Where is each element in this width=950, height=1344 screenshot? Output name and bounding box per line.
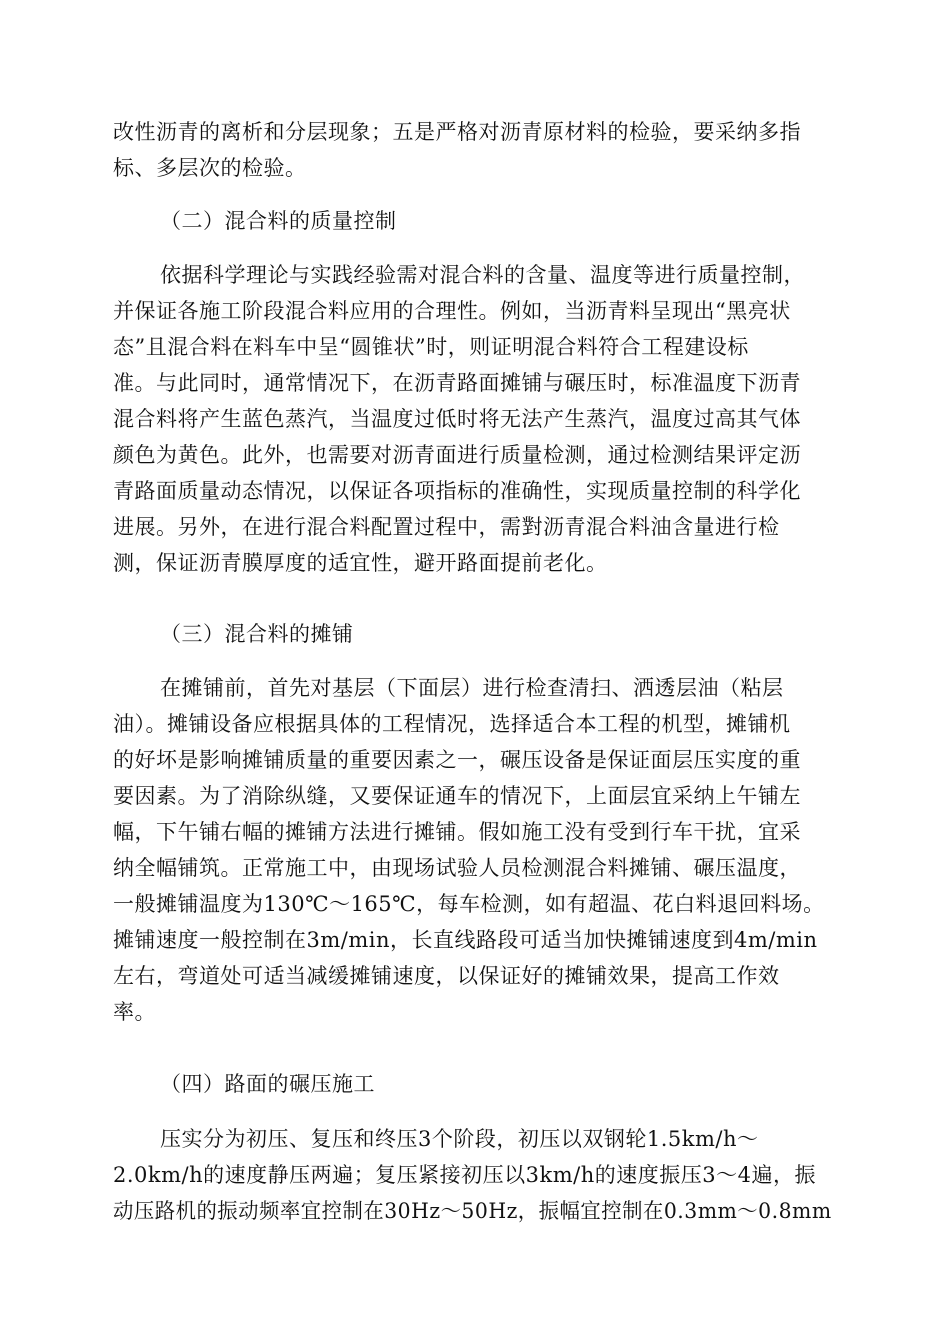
paragraph-line: 幅，下午铺右幅的摊铺方法进行摊铺。假如施工没有受到行车干扰，宜采: [113, 820, 801, 844]
section-heading: （三）混合料的摊铺: [160, 622, 354, 646]
paragraph-line: 青路面质量动态情况，以保证各项指标的准确性，实现质量控制的科学化: [113, 479, 801, 503]
paragraph-line: 摊铺速度一般控制在3m/min，长直线路段可适当加快摊铺速度到4m/min: [113, 928, 818, 952]
paragraph-line: 纳全幅铺筑。正常施工中，由现场试验人员检测混合料摊铺、碾压温度，: [113, 856, 801, 880]
paragraph-line: 态”且混合料在料车中呈“圆锥状”时，则证明混合料符合工程建设标: [113, 335, 749, 359]
paragraph-line: 进展。另外，在进行混合料配置过程中，需對沥青混合料油含量进行检: [113, 515, 780, 539]
paragraph-line: 左右，弯道处可适当减缓摊铺速度，以保证好的摊铺效果，提高工作效: [113, 964, 780, 988]
paragraph-line: 颜色为黄色。此外，也需要对沥青面进行质量检测，通过检测结果评定沥: [113, 443, 801, 467]
paragraph-line: 测，保证沥青膜厚度的适宜性，避开路面提前老化。: [113, 551, 608, 575]
section-heading: （四）路面的碾压施工: [160, 1072, 375, 1096]
section-heading: （二）混合料的质量控制: [160, 209, 397, 233]
paragraph-line: 准。与此同时，通常情况下，在沥青路面摊铺与碾压时，标准温度下沥青: [113, 371, 801, 395]
paragraph-line: 标、多层次的检验。: [113, 156, 307, 180]
paragraph-line: 改性沥青的离析和分层现象；五是严格对沥青原材料的检验，要采纳多指: [113, 120, 801, 144]
paragraph-line: 依据科学理论与实践经验需对混合料的含量、温度等进行质量控制，: [160, 263, 805, 287]
paragraph-line: 动压路机的振动频率宜控制在30Hz～50Hz，振幅宜控制在0.3mm～0.8mm: [113, 1199, 832, 1223]
paragraph-line: 要因素。为了消除纵缝，又要保证通车的情况下，上面层宜采纳上午铺左: [113, 784, 801, 808]
paragraph-line: 2.0km/h的速度静压两遍；复压紧接初压以3km/h的速度振压3～4遍，振: [113, 1163, 816, 1187]
paragraph-line: 在摊铺前，首先对基层（下面层）进行检查清扫、洒透层油（粘层: [160, 676, 784, 700]
paragraph-line: 并保证各施工阶段混合料应用的合理性。例如，当沥青料呈现出“黑亮状: [113, 299, 791, 323]
paragraph-line: 率。: [113, 1000, 156, 1024]
paragraph-line: 的好坏是影响摊铺质量的重要因素之一，碾压设备是保证面层压实度的重: [113, 748, 801, 772]
paragraph-line: 油）。摊铺设备应根据具体的工程情况，选择适合本工程的机型，摊铺机: [113, 712, 791, 736]
paragraph-line: 混合料将产生蓝色蒸汽，当温度过低时将无法产生蒸汽，温度过高其气体: [113, 407, 801, 431]
paragraph-line: 压实分为初压、复压和终压3个阶段，初压以双钢轮1.5km/h～: [160, 1127, 759, 1151]
paragraph-line: 一般摊铺温度为130℃～165℃，每车检测，如有超温、花白料退回料场。: [113, 892, 825, 916]
